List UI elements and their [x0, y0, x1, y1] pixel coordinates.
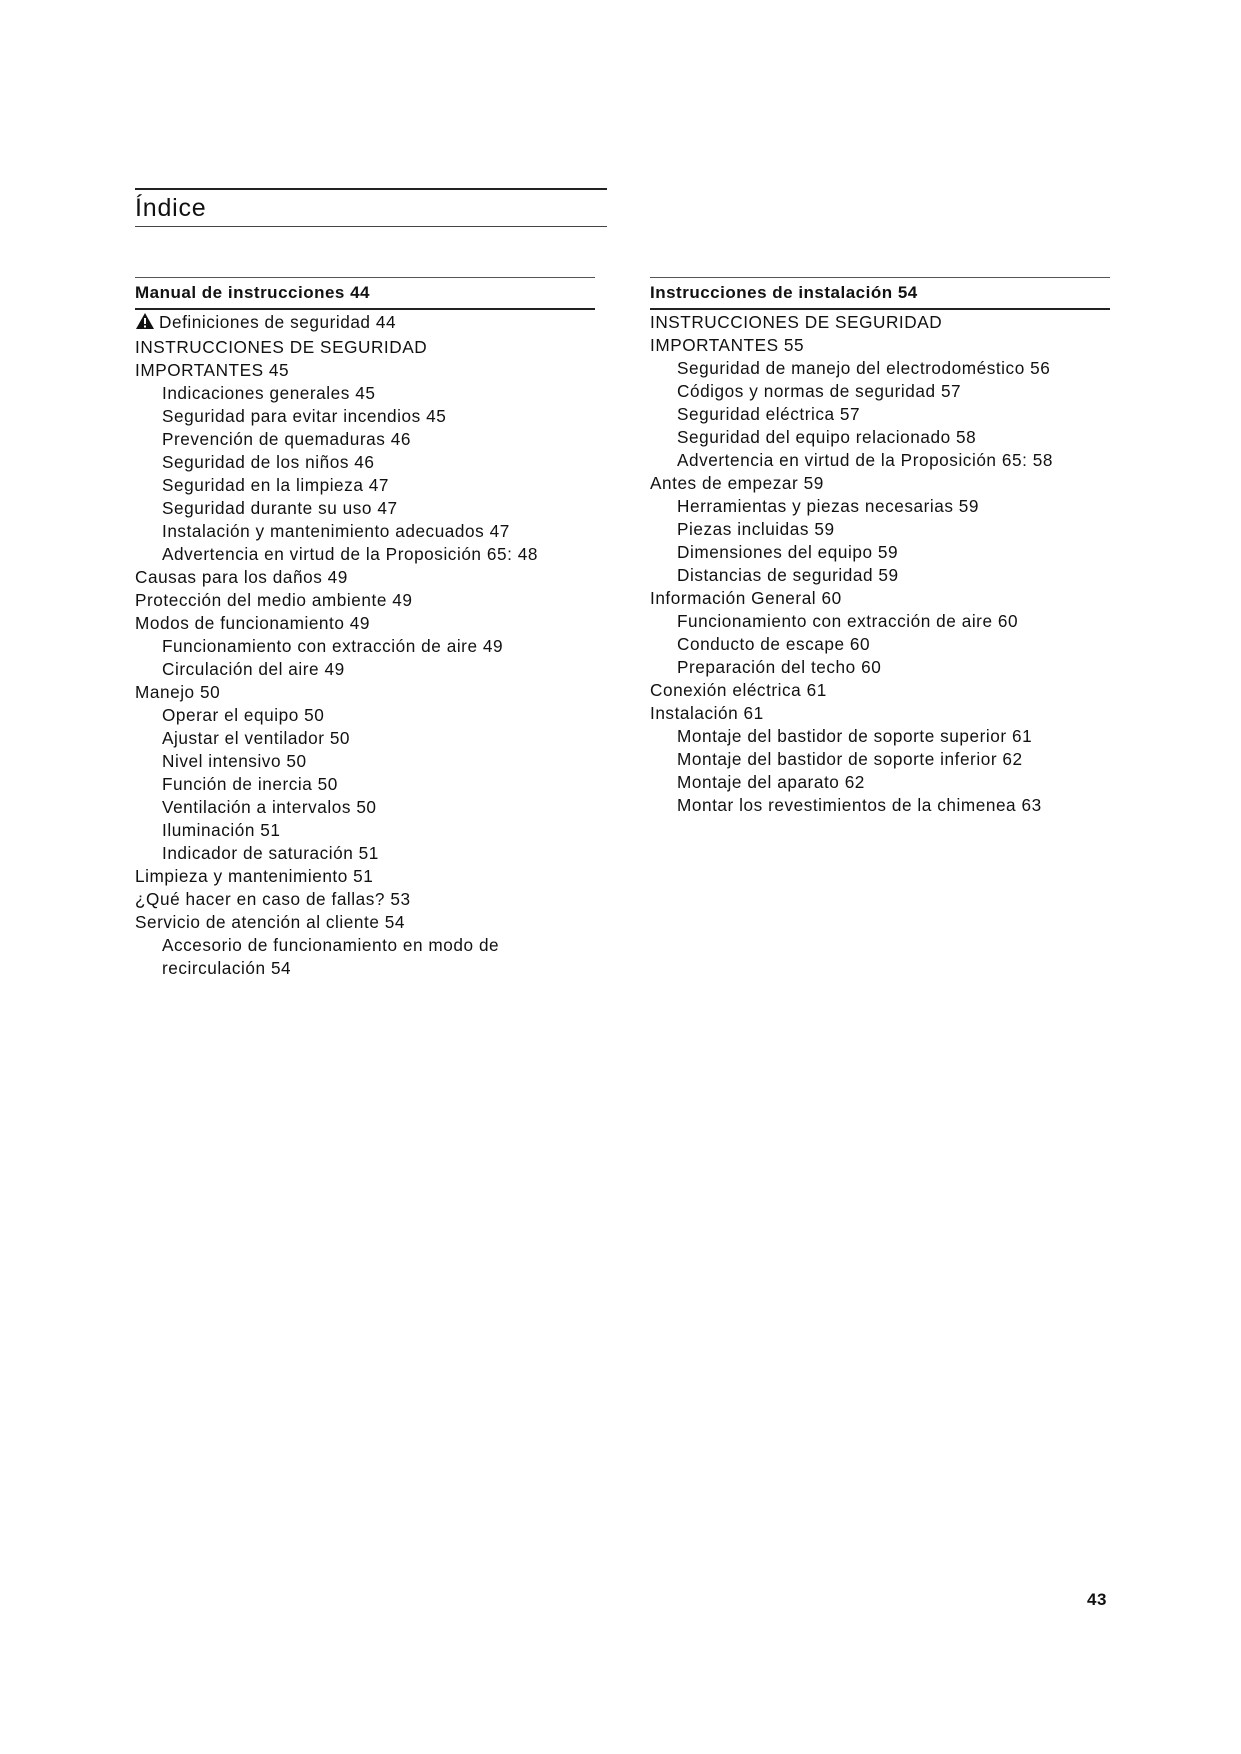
toc-entry[interactable]	[135, 405, 595, 428]
section-heading-manual	[135, 277, 595, 310]
toc-entry[interactable]	[650, 380, 1110, 403]
toc-entry-text: Operar el equipo 50	[162, 705, 325, 725]
toc-entry-text: Dimensiones del equipo 59	[677, 542, 899, 562]
toc-entry-text: Antes de empezar 59	[650, 473, 824, 493]
toc-entry-text: Ajustar el ventilador 50	[162, 728, 351, 748]
toc-entry[interactable]	[135, 750, 595, 773]
toc-entry[interactable]	[135, 865, 595, 888]
toc-entry[interactable]	[135, 796, 595, 819]
toc-entry-text: Seguridad en la limpieza 47	[162, 475, 389, 495]
toc-list-left	[135, 311, 595, 980]
toc-entry[interactable]	[135, 635, 595, 658]
toc-entry-text: Instalación y mantenimiento adecuados 47	[162, 521, 510, 541]
toc-entry-text: Prevención de quemaduras 46	[162, 429, 411, 449]
page-title: Índice	[135, 194, 207, 222]
toc-entry-text: Seguridad de manejo del electrodoméstico 56	[677, 358, 1051, 378]
toc-entry[interactable]	[650, 794, 1110, 817]
toc-entry-text: ¿Qué hacer en caso de fallas? 53	[135, 889, 411, 909]
toc-entry-text: INSTRUCCIONES DE SEGURIDAD	[135, 337, 428, 357]
section-heading-label[interactable]: Manual de instrucciones 44	[135, 283, 371, 302]
toc-entry[interactable]	[135, 842, 595, 865]
toc-entry-text: Seguridad de los niños 46	[162, 452, 375, 472]
section-heading-label[interactable]: Instrucciones de instalación 54	[650, 283, 918, 302]
warning-triangle-icon	[135, 312, 155, 336]
toc-entry-text: Instalación 61	[650, 703, 764, 723]
toc-entry-text: Seguridad del equipo relacionado 58	[677, 427, 977, 447]
toc-entry[interactable]	[135, 359, 595, 382]
toc-entry[interactable]	[650, 403, 1110, 426]
toc-entry-text: Modos de funcionamiento 49	[135, 613, 371, 633]
toc-entry[interactable]	[650, 334, 1110, 357]
toc-entry[interactable]	[135, 428, 595, 451]
toc-entry-text: Distancias de seguridad 59	[677, 565, 899, 585]
toc-entry[interactable]	[135, 520, 595, 543]
toc-entry-text: Servicio de atención al cliente 54	[135, 912, 405, 932]
toc-entry-text: Manejo 50	[135, 682, 221, 702]
toc-entry[interactable]	[650, 357, 1110, 380]
toc-entry-text: Indicador de saturación 51	[162, 843, 379, 863]
toc-entry[interactable]	[650, 564, 1110, 587]
toc-entry[interactable]	[135, 773, 595, 796]
toc-entry-text: IMPORTANTES 55	[650, 335, 805, 355]
toc-entry-text: Advertencia en virtud de la Proposición 65: 48	[162, 544, 538, 564]
toc-entry-text: Herramientas y piezas necesarias 59	[677, 496, 980, 516]
toc-entry[interactable]	[135, 612, 595, 635]
toc-entry[interactable]	[650, 725, 1110, 748]
toc-entry-text: Conexión eléctrica 61	[650, 680, 827, 700]
toc-entry[interactable]	[135, 957, 595, 980]
toc-entry-text: Función de inercia 50	[162, 774, 338, 794]
toc-entry[interactable]	[650, 679, 1110, 702]
toc-entry-text: Conducto de escape 60	[677, 634, 871, 654]
toc-entry-text: INSTRUCCIONES DE SEGURIDAD	[650, 312, 943, 332]
toc-entry[interactable]	[650, 449, 1110, 472]
toc-entry-text: IMPORTANTES 45	[135, 360, 290, 380]
toc-entry-text: Seguridad durante su uso 47	[162, 498, 398, 518]
toc-entry-text: Nivel intensivo 50	[162, 751, 307, 771]
toc-entry-text: Indicaciones generales 45	[162, 383, 376, 403]
toc-entry-text: Montaje del aparato 62	[677, 772, 865, 792]
toc-column-right	[650, 277, 1110, 817]
toc-entry-text: Montar los revestimientos de la chimenea 63	[677, 795, 1042, 815]
toc-entry[interactable]	[135, 474, 595, 497]
toc-entry-text: Causas para los daños 49	[135, 567, 348, 587]
toc-entry-text: Información General 60	[650, 588, 842, 608]
toc-entry-text: Códigos y normas de seguridad 57	[677, 381, 962, 401]
title-block	[135, 188, 607, 227]
toc-entry[interactable]	[135, 819, 595, 842]
toc-entry[interactable]	[650, 541, 1110, 564]
toc-entry-text: recirculación 54	[162, 958, 292, 978]
toc-list-right	[650, 311, 1110, 817]
toc-entry[interactable]	[135, 658, 595, 681]
toc-entry[interactable]	[135, 451, 595, 474]
toc-entry[interactable]	[135, 727, 595, 750]
toc-entry-text: Ventilación a intervalos 50	[162, 797, 377, 817]
toc-entry[interactable]	[135, 336, 595, 359]
toc-entry-text: Seguridad para evitar incendios 45	[162, 406, 447, 426]
toc-entry[interactable]	[135, 566, 595, 589]
page-number: 43	[1087, 1590, 1107, 1609]
toc-entry[interactable]	[135, 311, 595, 336]
toc-entry[interactable]	[650, 518, 1110, 541]
toc-entry-text: Piezas incluidas 59	[677, 519, 835, 539]
toc-entry[interactable]	[650, 748, 1110, 771]
toc-entry[interactable]	[650, 656, 1110, 679]
toc-entry-text: Seguridad eléctrica 57	[677, 404, 861, 424]
toc-column-left	[135, 277, 595, 980]
toc-entry-text: Iluminación 51	[162, 820, 281, 840]
toc-entry[interactable]	[135, 934, 595, 957]
toc-entry[interactable]	[650, 587, 1110, 610]
toc-entry-text: Montaje del bastidor de soporte inferior 62	[677, 749, 1023, 769]
toc-entry-text: Accesorio de funcionamiento en modo de	[162, 935, 500, 955]
toc-entry[interactable]	[135, 497, 595, 520]
toc-entry[interactable]	[650, 610, 1110, 633]
toc-entry[interactable]	[135, 704, 595, 727]
toc-entry-text: Preparación del techo 60	[677, 657, 882, 677]
toc-entry[interactable]	[650, 472, 1110, 495]
toc-entry[interactable]	[135, 382, 595, 405]
toc-entry-text: Circulación del aire 49	[162, 659, 345, 679]
toc-entry[interactable]	[650, 771, 1110, 794]
toc-entry[interactable]	[135, 543, 595, 566]
toc-entry-text: Limpieza y mantenimiento 51	[135, 866, 374, 886]
toc-entry[interactable]	[135, 681, 595, 704]
toc-entry[interactable]	[135, 589, 595, 612]
toc-entry[interactable]	[650, 311, 1110, 334]
section-heading-installation	[650, 277, 1110, 310]
toc-entry[interactable]	[650, 495, 1110, 518]
toc-entry-text: Definiciones de seguridad 44	[159, 312, 397, 332]
toc-entry-text: Protección del medio ambiente 49	[135, 590, 413, 610]
toc-entry[interactable]	[650, 633, 1110, 656]
toc-entry-text: Funcionamiento con extracción de aire 49	[162, 636, 504, 656]
toc-entry[interactable]	[650, 702, 1110, 725]
toc-entry-text: Advertencia en virtud de la Proposición 65: 58	[677, 450, 1053, 470]
toc-entry-text: Montaje del bastidor de soporte superior 61	[677, 726, 1033, 746]
toc-entry[interactable]	[650, 426, 1110, 449]
toc-entry-text: Funcionamiento con extracción de aire 60	[677, 611, 1019, 631]
toc-entry[interactable]	[135, 911, 595, 934]
toc-entry[interactable]	[135, 888, 595, 911]
